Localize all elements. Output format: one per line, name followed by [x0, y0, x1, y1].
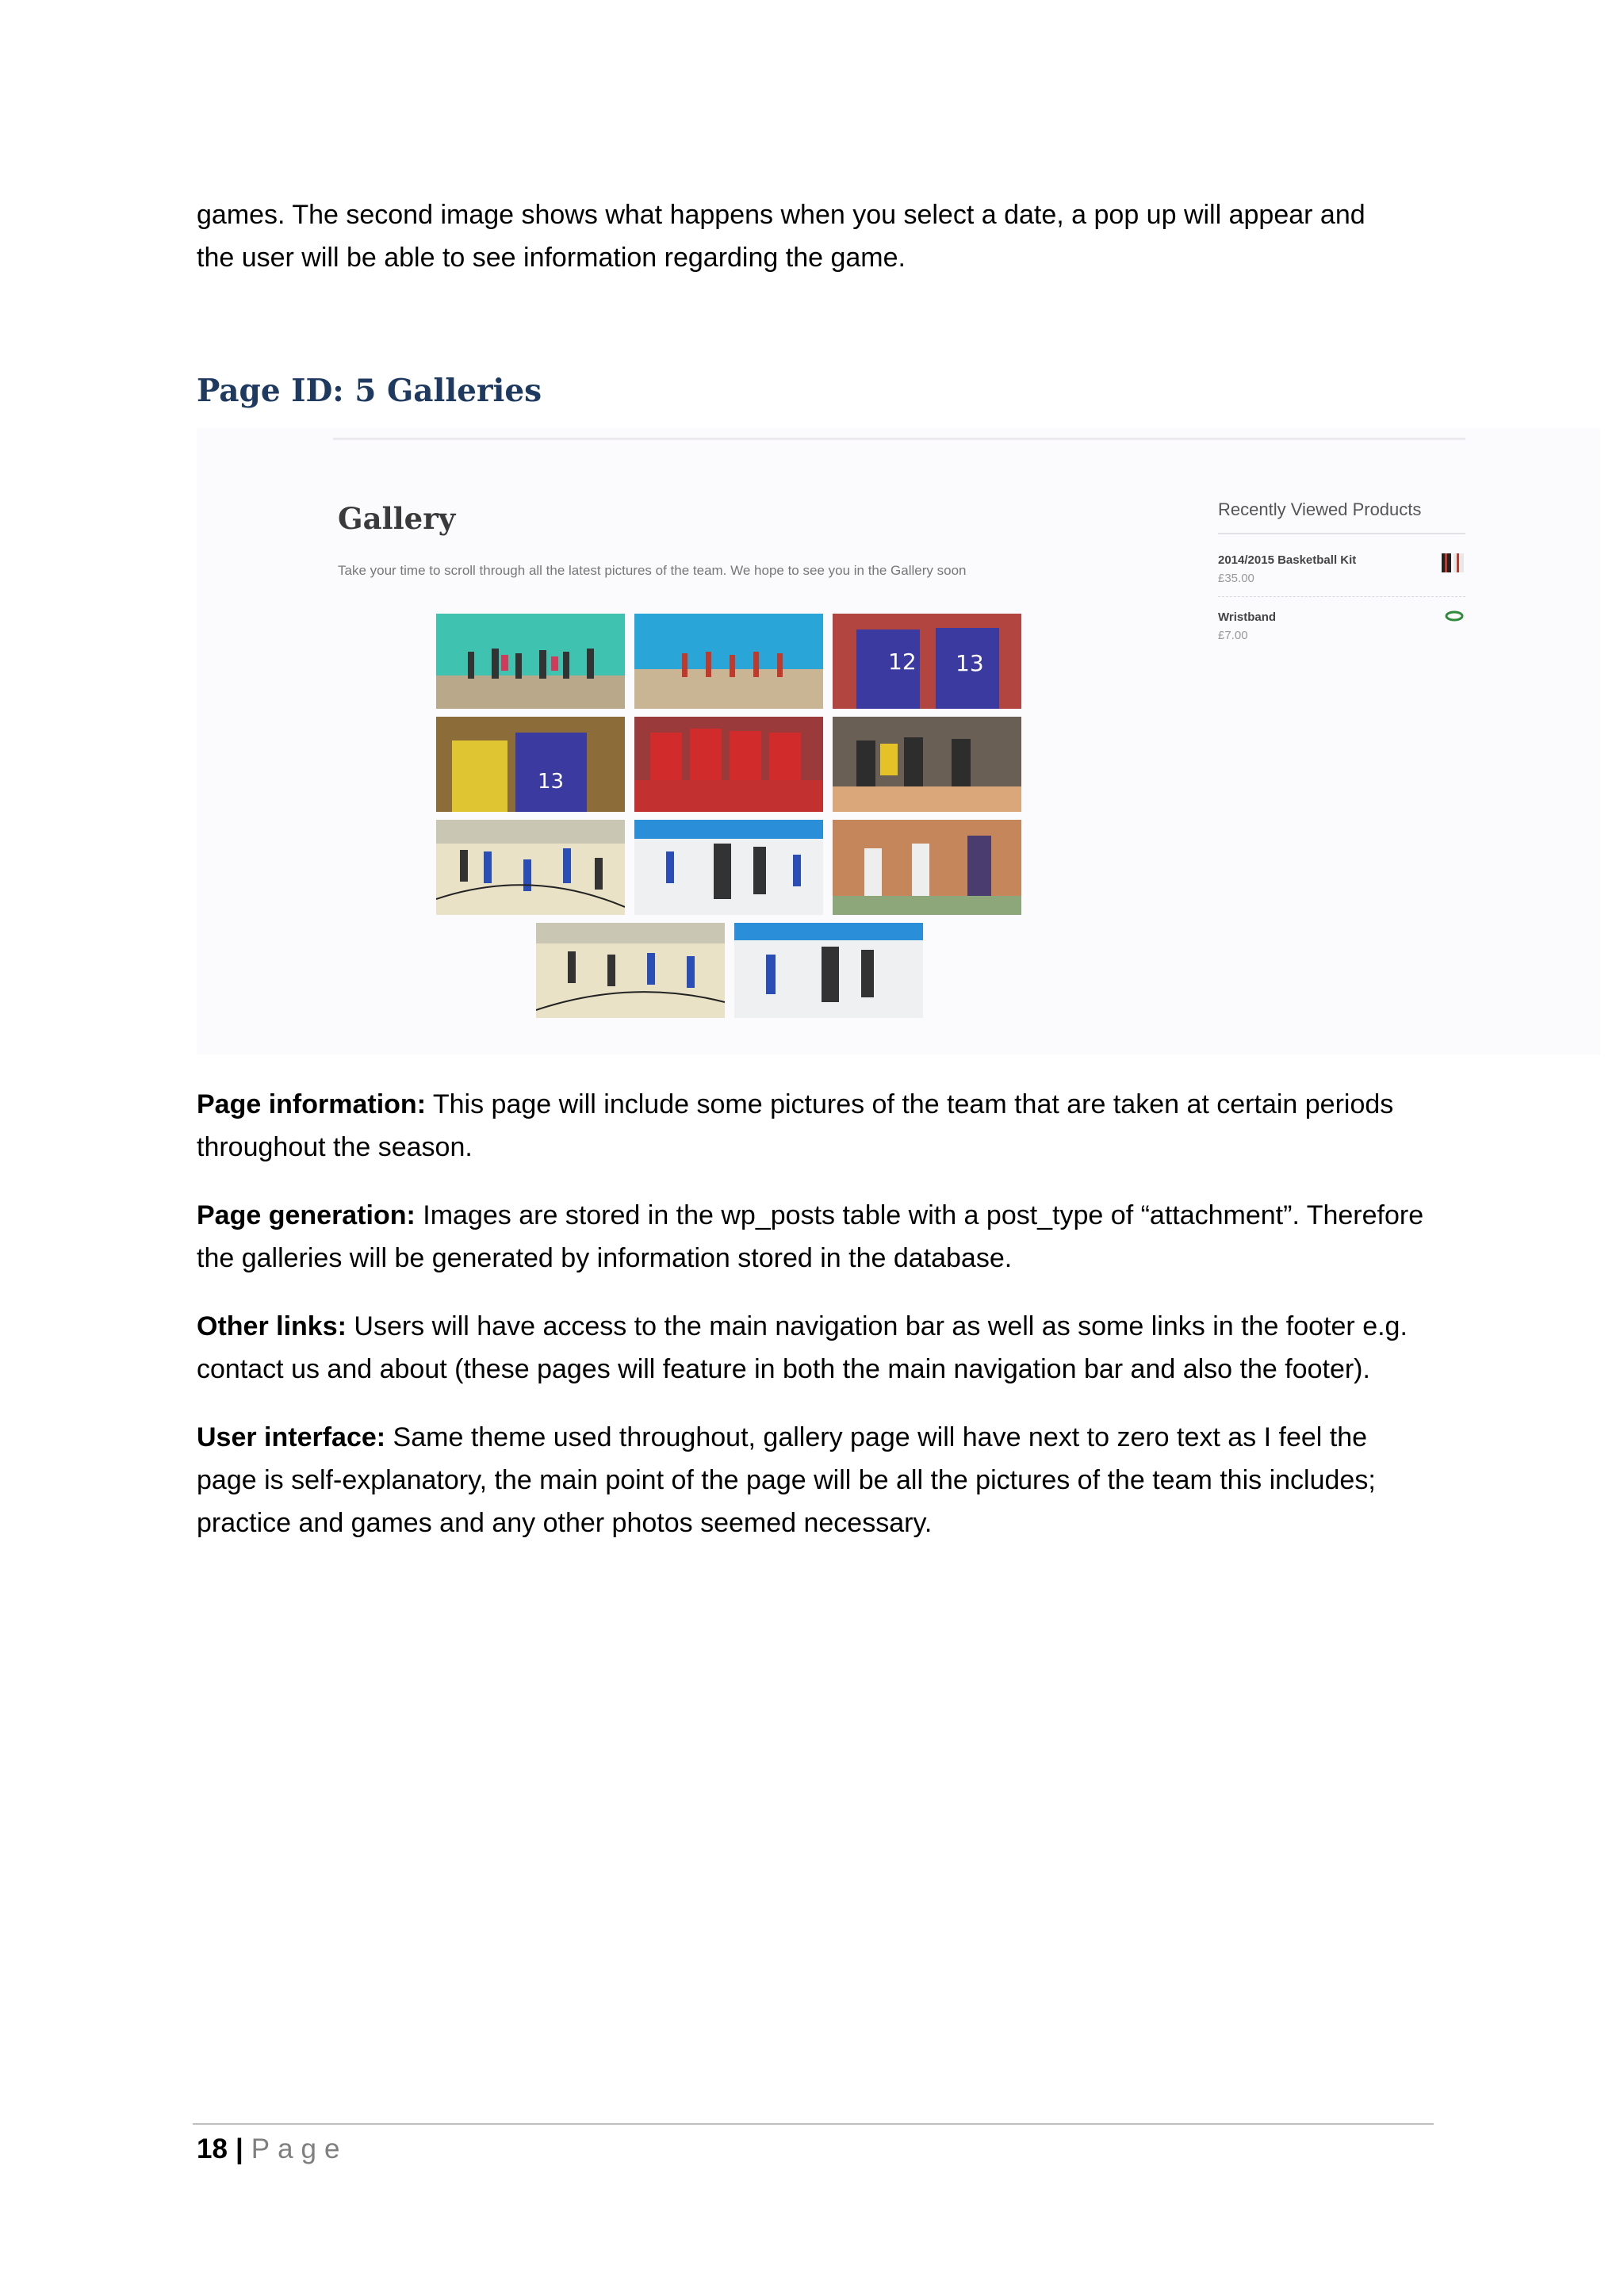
section-user-interface: [197, 1416, 1434, 1544]
gallery-title: Gallery: [338, 501, 456, 536]
gallery-subtitle: Take your time to scroll through all the latest pictures of the team. We hope to see you in the Gallery soon: [338, 563, 967, 578]
product-separator: [1218, 596, 1465, 597]
product-price: £35.00: [1218, 572, 1254, 585]
gallery-screenshot: [197, 428, 1600, 1054]
product-name[interactable]: 2014/2015 Basketball Kit: [1218, 553, 1357, 567]
section-page-generation: [197, 1194, 1434, 1280]
gallery-photo-8[interactable]: [634, 820, 823, 915]
intro-paragraph: [197, 193, 1434, 279]
section-text: Same theme used throughout, gallery page will have next to zero text as I feel the page is self-explanatory, the main point of the page will be all the pictures of the team this includes; practice and games and any other photos seemed necessary.: [197, 1422, 1376, 1538]
product-item-wristband[interactable]: [1218, 610, 1465, 642]
section-other-links: [197, 1305, 1434, 1391]
section-text: Users will have access to the main navigation bar as well as some links in the footer e.g. contact us and about (these pages will feature in both the main navigation bar and also the footer).: [197, 1311, 1408, 1384]
gallery-photo-3[interactable]: [833, 614, 1021, 709]
product-item-kit[interactable]: [1218, 553, 1465, 585]
gallery-photo-7[interactable]: [436, 820, 625, 915]
intro-line-1: games. The second image shows what happens when you select a date, a pop up will appear and: [197, 200, 1365, 230]
page-footer: [197, 2130, 347, 2169]
product-name[interactable]: Wristband: [1218, 610, 1277, 624]
gallery-photo-9[interactable]: [833, 820, 1021, 915]
section-label: Page generation:: [197, 1200, 416, 1230]
recently-viewed-title: Recently Viewed Products: [1218, 499, 1422, 519]
footer-rule: [193, 2123, 1434, 2125]
product-price: £7.00: [1218, 629, 1248, 642]
gallery-photo-4[interactable]: [436, 717, 625, 812]
section-label: Other links:: [197, 1311, 347, 1341]
gallery-photo-10[interactable]: [536, 923, 725, 1018]
footer-separator: |: [235, 2133, 243, 2164]
basketball-kit-thumbnail[interactable]: [1440, 550, 1465, 576]
page-label: Page: [251, 2133, 348, 2164]
gallery-photo-6[interactable]: [833, 717, 1021, 812]
page-number: 18: [197, 2133, 228, 2164]
section-heading: Page ID: 5 Galleries: [197, 373, 542, 409]
jersey-number: 13: [956, 650, 984, 676]
section-text: This page will include some pictures of the team that are taken at certain periods throughout the season.: [197, 1089, 1394, 1162]
section-text: Images are stored in the wp_posts table with a post_type of “attachment”. Therefore the galleries will be generated by information stored in the database.: [197, 1200, 1424, 1273]
gallery-photo-11[interactable]: [734, 923, 923, 1018]
gallery-photo-5[interactable]: [634, 717, 823, 812]
screenshot-top-rule: [333, 438, 1465, 440]
section-page-information: [197, 1083, 1434, 1169]
section-label: Page information:: [197, 1089, 427, 1119]
gallery-photo-1[interactable]: [436, 614, 625, 709]
jersey-number: 13: [538, 770, 565, 794]
recently-viewed-rule: [1218, 533, 1465, 534]
wristband-thumbnail[interactable]: [1445, 610, 1464, 622]
jersey-number: 12: [888, 649, 917, 675]
gallery-photo-2[interactable]: [634, 614, 823, 709]
section-label: User interface:: [197, 1422, 386, 1452]
intro-line-2: the user will be able to see information regarding the game.: [197, 243, 906, 273]
